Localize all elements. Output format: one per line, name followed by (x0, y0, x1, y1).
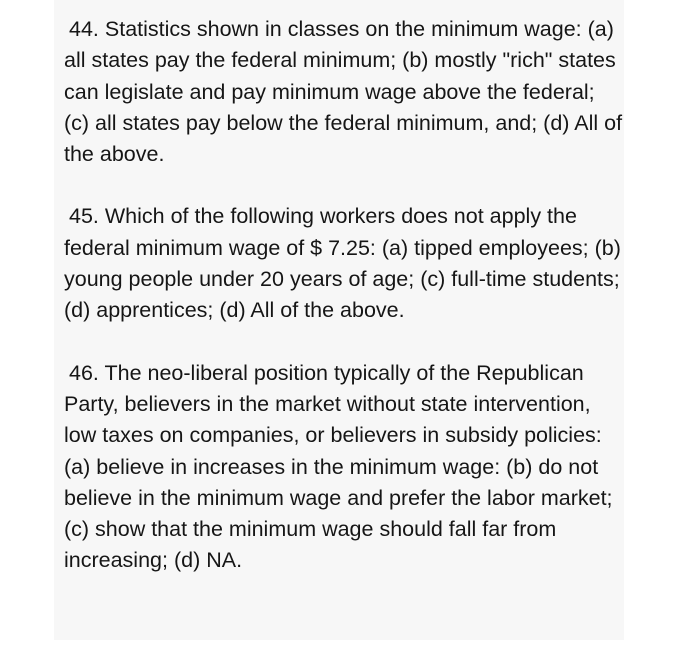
question-46 (64, 358, 624, 577)
question-number: 45. (69, 204, 99, 229)
question-45 (64, 201, 624, 326)
question-text: The neo-liberal position typically of the Republican Party, believers in the market without state intervention, low taxes on companies, or believers in subsidy policies: (a) believe in increases in the minimum wage: (b) do not believe in the minimum wage and prefer the labor market; (c) show that the minimum wage should fall far from increasing; (d) NA. (64, 360, 613, 573)
question-number: 44. (69, 17, 99, 41)
question-text: Statistics shown in classes on the minimum wage: (a) all states pay the federal minimum; (b) mostly "rich" states can legislate and pay minimum wage above the federal; (c) all states pay below the federal minimum, and; (d) All of the above. (64, 17, 623, 167)
question-text: Which of the following workers does not apply the federal minimum wage of $ 7.25: (a) tipped employees; (b) young people under 20 years of age; (c) full-time students; (d) apprentices; (d) All of the above. (64, 204, 621, 323)
question-number: 46. (69, 360, 99, 385)
question-44 (64, 14, 624, 170)
question-list (64, 14, 624, 577)
